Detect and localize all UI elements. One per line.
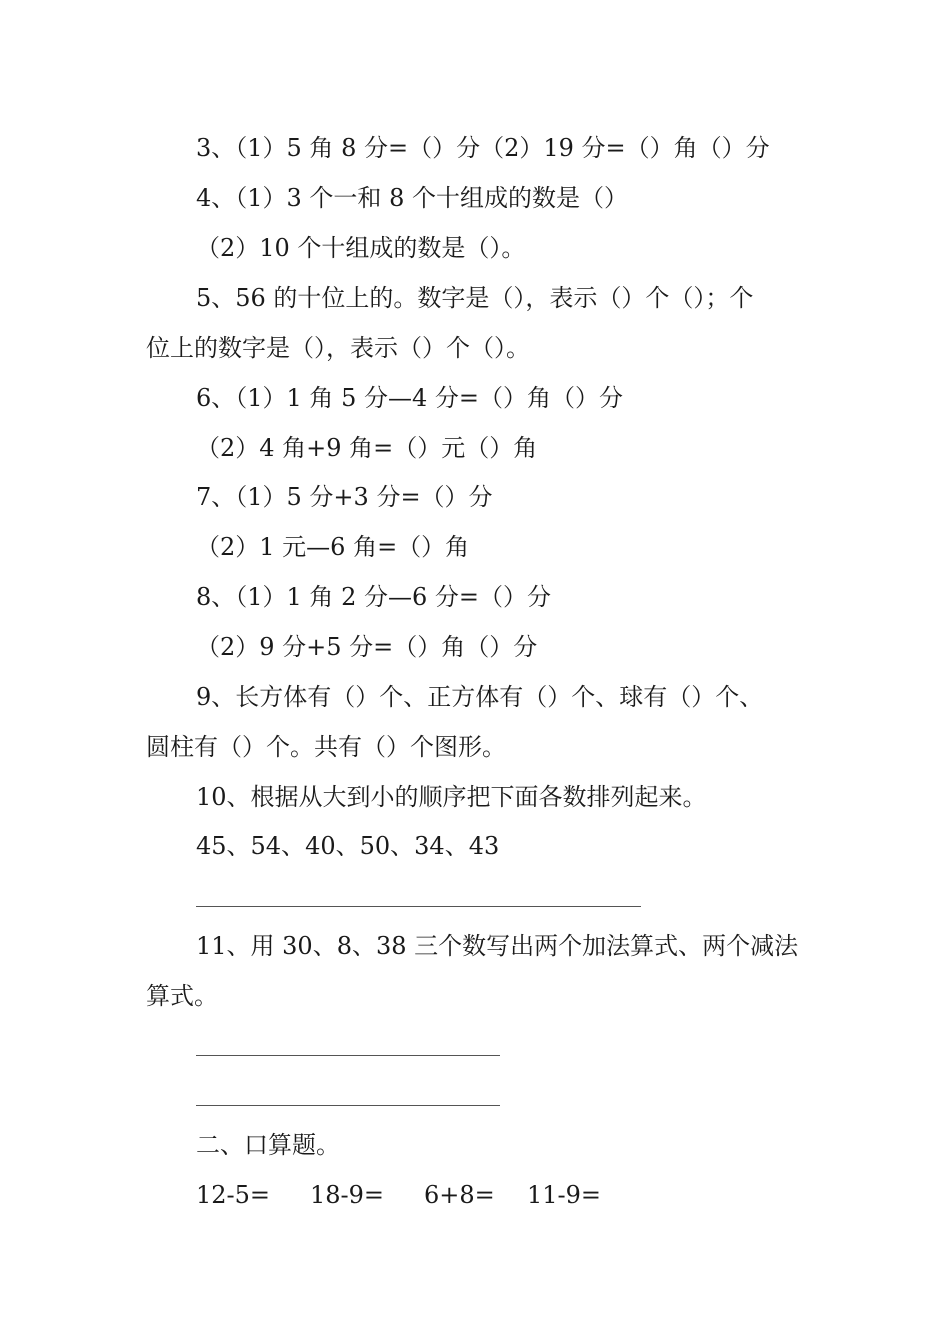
question-4-part-2: （2）10 个十组成的数是（）。 — [196, 234, 526, 262]
question-4-part-1: 4、（1）3 个一和 8 个十组成的数是（） — [196, 184, 628, 212]
question-9-line-2: 圆柱有（）个。共有（）个图形。 — [146, 733, 506, 761]
question-10-answer-line[interactable] — [196, 906, 641, 907]
question-3: 3、（1）5 角 8 分=（）分（2）19 分=（）角（）分 — [196, 134, 770, 162]
question-7-part-2: （2）1 元—6 角=（）角 — [196, 533, 470, 561]
question-6-part-2: （2）4 角+9 角=（）元（）角 — [196, 434, 538, 462]
question-8-part-1: 8、（1）1 角 2 分—6 分=（）分 — [196, 583, 551, 611]
question-10-prompt: 10、根据从大到小的顺序把下面各数排列起来。 — [196, 783, 707, 811]
question-5-line-1: 5、56 的十位上的。数字是（），表示（）个（）；个 — [196, 284, 754, 312]
question-11-answer-line-2[interactable] — [196, 1105, 500, 1106]
section-2-title: 二、口算题。 — [196, 1131, 340, 1159]
calc-item-1: 12-5= — [196, 1181, 271, 1209]
calc-item-2: 18-9= — [310, 1181, 385, 1209]
question-8-part-2: （2）9 分+5 分=（）角（）分 — [196, 633, 538, 661]
question-11-line-2: 算式。 — [146, 982, 218, 1010]
question-9-line-1: 9、长方体有（）个、正方体有（）个、球有（）个、 — [196, 683, 764, 711]
question-11-answer-line-1[interactable] — [196, 1055, 500, 1056]
question-11-line-1: 11、用 30、8、38 三个数写出两个加法算式、两个减法 — [196, 932, 799, 960]
calc-item-3: 6+8= — [424, 1181, 495, 1209]
question-6-part-1: 6、（1）1 角 5 分—4 分=（）角（）分 — [196, 384, 623, 412]
question-5-line-2: 位上的数字是（），表示（）个（）。 — [146, 334, 530, 362]
calc-item-4: 11-9= — [527, 1181, 602, 1209]
question-10-numbers: 45、54、40、50、34、43 — [196, 832, 500, 860]
question-7-part-1: 7、（1）5 分+3 分=（）分 — [196, 483, 493, 511]
